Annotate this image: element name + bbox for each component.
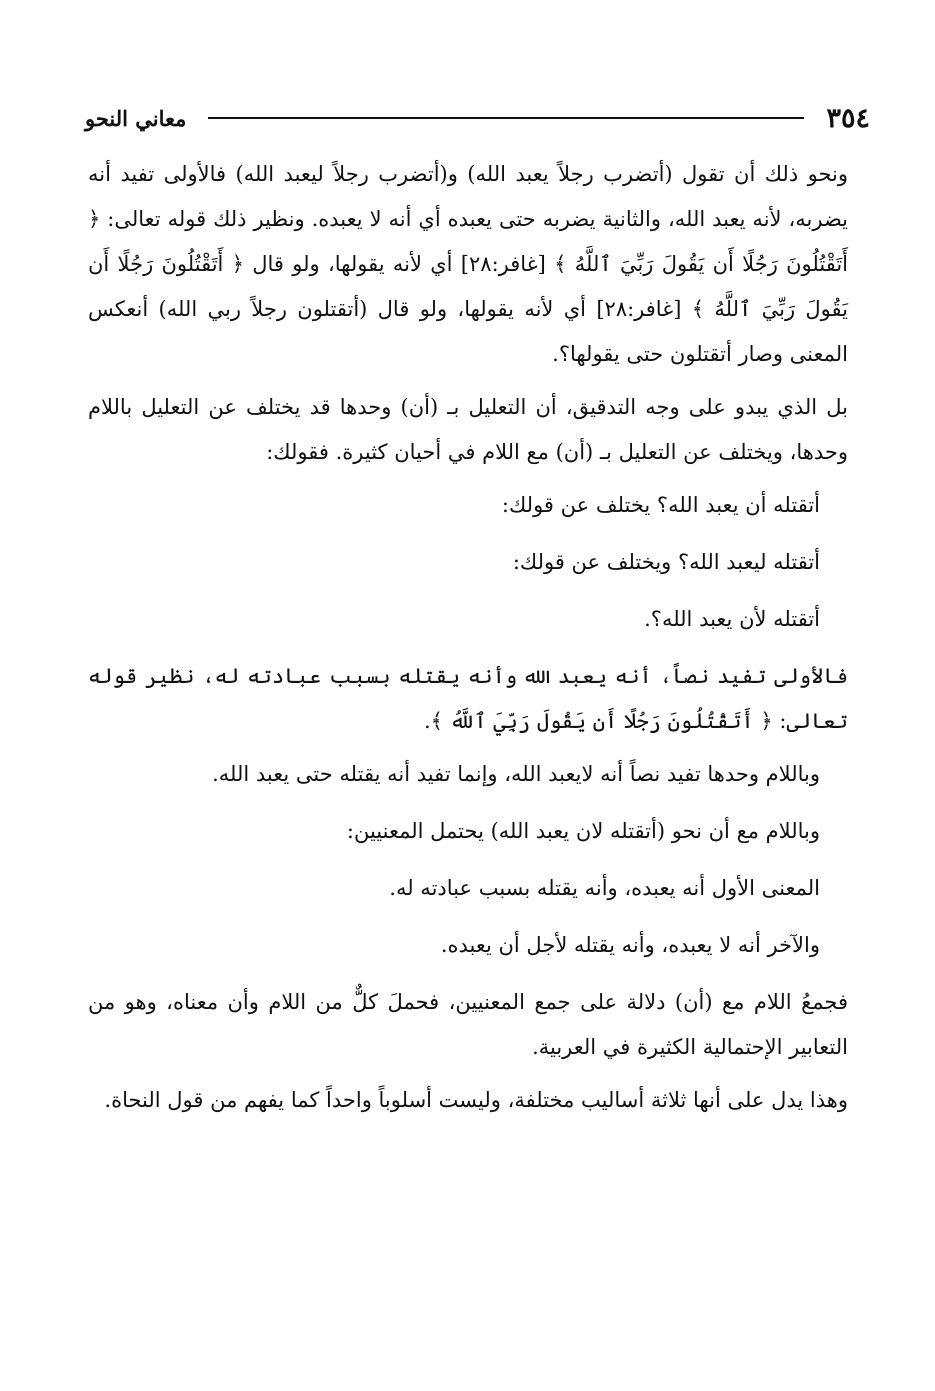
paragraph-meaning-two: والآخر أنه لا يعبده، وأنه يقتله لأجل أن يعبده. <box>440 933 820 957</box>
example-line-3: أتقتله لأن يعبد الله؟. <box>644 607 820 631</box>
paragraph-conclusion: وهذا يدل على أنها ثلاثة أساليب مختلفة، وليست أسلوباً واحداً كما يفهم من قول النحاة. <box>104 1088 848 1112</box>
example-line-1: أتقتله أن يعبد الله؟ يختلف عن قولك: <box>501 493 820 517</box>
running-title: معاني النحو <box>85 105 187 131</box>
paragraph-lam-with-an: وباللام مع أن نحو (أتقتله لان يعبد الله) يحتمل المعنيين: <box>346 819 820 843</box>
header-rule <box>208 117 804 119</box>
paragraph-taalil: بل الذي يبدو على وجه التدقيق، أن التعليل بـ (أن) وحدها قد يختلف عن التعليل باللام وحدها، ويختلف عن التعليل بـ (أن) مع اللام في أحيان كثيرة. فقولك: <box>88 395 848 464</box>
page-body <box>88 152 848 1131</box>
page-header <box>85 98 870 138</box>
page-number: ٣٥٤ <box>826 102 870 134</box>
paragraph-combination: فجمعُ اللام مع (أن) دلالة على جمع المعنيين، فحملَ كلٌّ من اللام وأن معناه، وهو من التعابير الإحتمالية الكثيرة في العربية. <box>88 990 848 1059</box>
paragraph-example-intro: ونحو ذلك أن تقول (أتضرب رجلاً يعبد الله) و(أتضرب رجلاً ليعبد الله) فالأولى تفيد أنه يضربه، لأنه يعبد الله، والثانية يضربه حتى يعبده أي أنه لا يعبده. ونظير ذلك قوله تعالى: ﴿ أَتَقْتُلُونَ رَجُلًا أَن يَقُولَ رَبِّيَ ٱللَّهُ ﴾ [غافر:٢٨] أي لأنه يقولها، ولو قال ﴿ أَتَقْتُلُونَ رَجُلًا أَن يَقُولَ رَبِّيَ ٱللَّهُ ﴾ [غافر:٢٨] أي لأنه يقولها، ولو قال (أتقتلون رجلاً ربي الله) أنعكس المعنى وصار أتقتلون حتى يقولها؟. <box>88 162 848 366</box>
paragraph-meaning-one: المعنى الأول أنه يعبده، وأنه يقتله بسبب عبادته له. <box>389 876 820 900</box>
paragraph-first-meaning: فالأولى تفيد نصاً، أنه يعبد الله وأنه يقتله بسبب عبادته له، نظير قوله تعالى: ﴿ أَتَقْتُلُونَ رَجُلًا أَن يَقُولَ رَبِّيَ ٱللَّهُ ﴾. <box>88 664 848 733</box>
paragraph-lam-alone: وباللام وحدها تفيد نصاً أنه لايعبد الله، وإنما تفيد أنه يقتله حتى يعبد الله. <box>212 762 820 786</box>
example-line-2: أتقتله ليعبد الله؟ ويختلف عن قولك: <box>512 550 820 574</box>
